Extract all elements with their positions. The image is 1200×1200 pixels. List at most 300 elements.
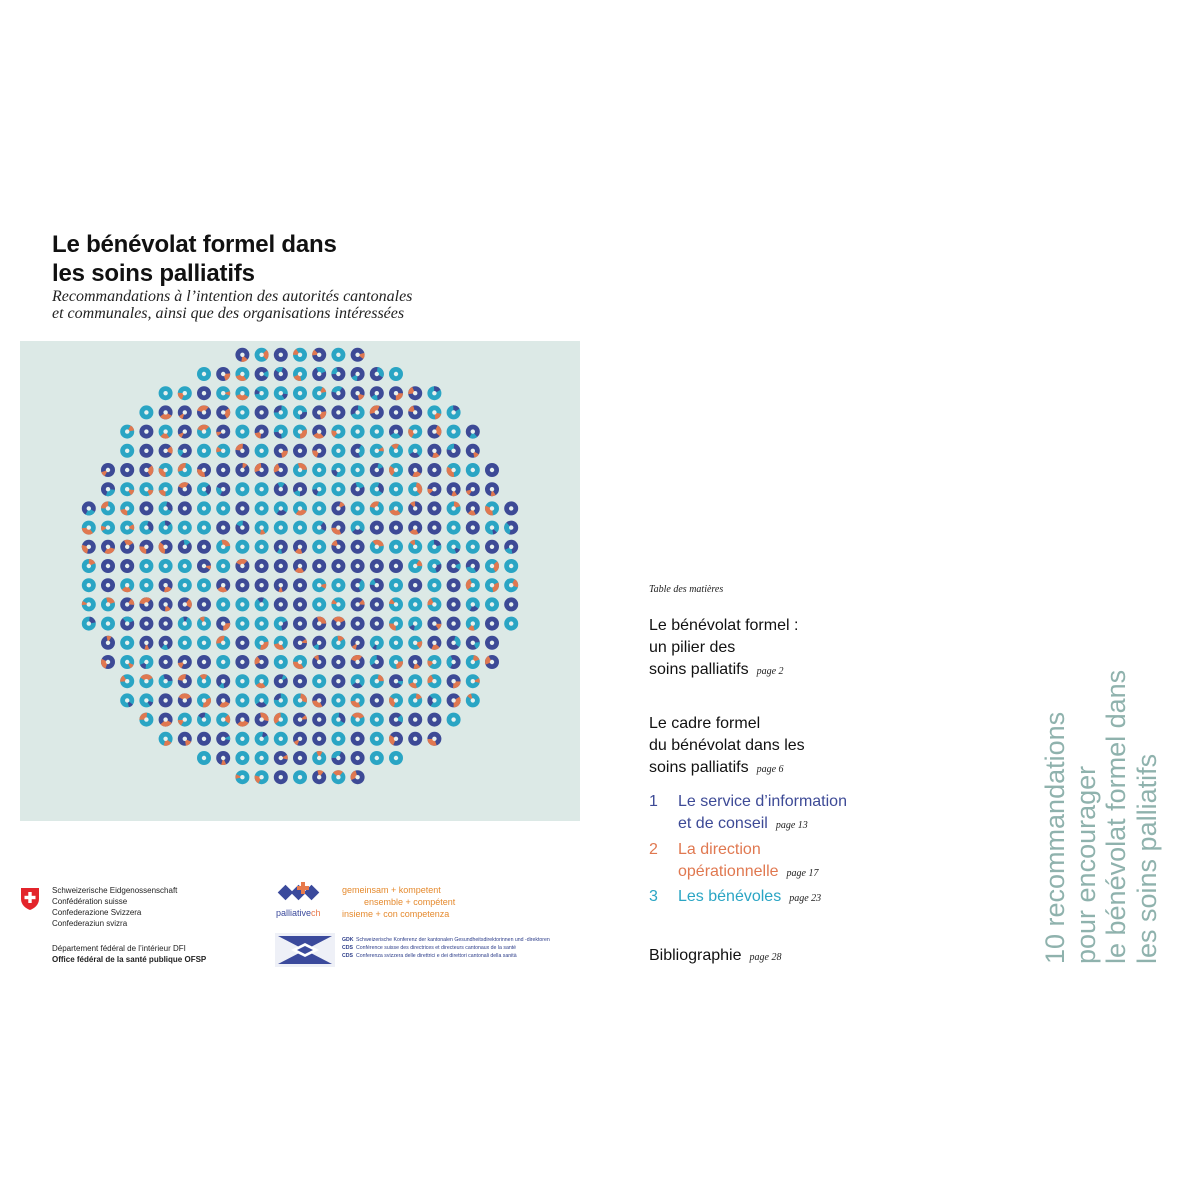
- dot: [408, 693, 422, 707]
- dot: [351, 597, 365, 611]
- dot: [351, 655, 365, 669]
- dot: [466, 559, 480, 573]
- dot: [235, 559, 249, 573]
- dot: [293, 732, 307, 746]
- recommendation-number: 3: [649, 888, 658, 905]
- dot: [427, 482, 441, 496]
- dot: [389, 386, 403, 400]
- dot: [427, 540, 441, 554]
- dot: [408, 732, 422, 746]
- dot: [331, 425, 345, 439]
- dot: [466, 617, 480, 631]
- dot: [274, 732, 288, 746]
- dot: [351, 405, 365, 419]
- dot: [331, 348, 345, 362]
- dot: [159, 482, 173, 496]
- dot: [331, 444, 345, 458]
- dot: [370, 693, 384, 707]
- dot: [139, 425, 153, 439]
- dot: [351, 386, 365, 400]
- dot: [389, 751, 403, 765]
- dot: [101, 540, 115, 554]
- dot: [255, 693, 269, 707]
- dot: [370, 444, 384, 458]
- dot: [235, 501, 249, 515]
- dot: [504, 559, 518, 573]
- federal-department: [52, 943, 206, 965]
- dot: [274, 482, 288, 496]
- dot: [139, 463, 153, 477]
- dot: [216, 405, 230, 419]
- dot: [370, 617, 384, 631]
- dot: [197, 463, 211, 477]
- dot: [159, 693, 173, 707]
- dot: [427, 425, 441, 439]
- dot: [485, 559, 499, 573]
- dot: [466, 597, 480, 611]
- dot: [120, 693, 134, 707]
- dot: [389, 674, 403, 688]
- dot: [447, 713, 461, 727]
- dot-pattern-illustration: [20, 341, 580, 821]
- dot: [312, 751, 326, 765]
- dot: [293, 348, 307, 362]
- dot: [504, 617, 518, 631]
- dot: [197, 386, 211, 400]
- dot: [139, 405, 153, 419]
- dot: [485, 521, 499, 535]
- dot: [255, 559, 269, 573]
- dot: [235, 444, 249, 458]
- dot: [351, 732, 365, 746]
- dot: [178, 444, 192, 458]
- dot: [485, 463, 499, 477]
- dot: [370, 751, 384, 765]
- dot: [255, 463, 269, 477]
- vertical-title-line-4: les soins palliatifs: [1131, 753, 1162, 964]
- dot: [466, 425, 480, 439]
- dot: [216, 597, 230, 611]
- dot: [331, 559, 345, 573]
- dot: [235, 348, 249, 362]
- dot: [235, 617, 249, 631]
- dot: [139, 444, 153, 458]
- dot: [235, 425, 249, 439]
- dot: [351, 501, 365, 515]
- dot: [197, 521, 211, 535]
- dot: [408, 386, 422, 400]
- dot: [293, 674, 307, 688]
- dot: [293, 405, 307, 419]
- dot: [312, 386, 326, 400]
- dot: [82, 501, 96, 515]
- dot: [159, 501, 173, 515]
- dot: [120, 463, 134, 477]
- toc-entry-pillar[interactable]: Le bénévolat formel : un pilier des soins palliatifs page 2: [649, 617, 799, 678]
- dot: [293, 425, 307, 439]
- dot: [216, 693, 230, 707]
- dot: [159, 425, 173, 439]
- dot: [427, 578, 441, 592]
- dot: [331, 578, 345, 592]
- dot: [197, 655, 211, 669]
- dot: [466, 578, 480, 592]
- dot: [466, 463, 480, 477]
- dot: [293, 501, 307, 515]
- dot: [370, 713, 384, 727]
- dot: [139, 655, 153, 669]
- federal-names: [52, 885, 177, 929]
- dot: [235, 674, 249, 688]
- dot: [389, 367, 403, 381]
- dot: [82, 578, 96, 592]
- vertical-title-line-1: 10 recommandations: [1040, 711, 1070, 964]
- dot: [120, 559, 134, 573]
- dot: [274, 578, 288, 592]
- dot: [82, 521, 96, 535]
- dot: [485, 540, 499, 554]
- dot: [331, 540, 345, 554]
- dot: [216, 386, 230, 400]
- dot: [427, 444, 441, 458]
- dot: [216, 732, 230, 746]
- recommendation-number: 1: [649, 793, 658, 810]
- dot: [312, 405, 326, 419]
- dot: [197, 425, 211, 439]
- dot: [159, 444, 173, 458]
- dot: [159, 674, 173, 688]
- dot: [370, 501, 384, 515]
- dot: [197, 444, 211, 458]
- dot: [159, 655, 173, 669]
- dot: [101, 636, 115, 650]
- dot: [312, 425, 326, 439]
- dot: [312, 444, 326, 458]
- dot: [274, 367, 288, 381]
- title-line-2: les soins palliatifs: [52, 260, 255, 287]
- dot: [178, 693, 192, 707]
- dot: [159, 405, 173, 419]
- dot: [504, 597, 518, 611]
- dot: [351, 482, 365, 496]
- dot: [408, 405, 422, 419]
- dot: [139, 693, 153, 707]
- federal-name-de: Schweizerische Eidgenossenschaft: [52, 886, 178, 895]
- dot: [370, 367, 384, 381]
- dot: [408, 463, 422, 477]
- dot: [408, 655, 422, 669]
- dot: [216, 713, 230, 727]
- dot: [427, 559, 441, 573]
- dot: [82, 597, 96, 611]
- dot: [351, 636, 365, 650]
- dot: [370, 463, 384, 477]
- dot: [274, 425, 288, 439]
- federal-name-rm: Confederaziun svizra: [52, 919, 128, 928]
- dot: [235, 655, 249, 669]
- dot: [293, 655, 307, 669]
- dot: [120, 425, 134, 439]
- dot: [370, 636, 384, 650]
- dot: [370, 521, 384, 535]
- dot: [427, 521, 441, 535]
- subtitle-line-1: Recommandations à l’intention des autorités cantonales: [52, 288, 413, 305]
- dot: [274, 444, 288, 458]
- dot: [216, 617, 230, 631]
- slogan-fr: ensemble + compétent: [364, 897, 456, 907]
- dot: [427, 636, 441, 650]
- dot: [274, 597, 288, 611]
- dot: [370, 578, 384, 592]
- palliative-wordmark: [276, 908, 321, 918]
- dot: [255, 636, 269, 650]
- dot: [274, 540, 288, 554]
- dot: [485, 597, 499, 611]
- dot: [255, 425, 269, 439]
- dot: [447, 405, 461, 419]
- dot: [216, 540, 230, 554]
- dot: [447, 636, 461, 650]
- dot: [255, 521, 269, 535]
- dot: [101, 655, 115, 669]
- dot: [139, 501, 153, 515]
- dot: [331, 463, 345, 477]
- dot: [235, 732, 249, 746]
- dot: [370, 425, 384, 439]
- toc-heading: Table des matières: [649, 584, 724, 595]
- dot: [447, 559, 461, 573]
- dot: [351, 463, 365, 477]
- dot: [351, 617, 365, 631]
- recommendation-number: 2: [649, 841, 658, 858]
- dot: [216, 559, 230, 573]
- dot: [331, 693, 345, 707]
- dot: [293, 367, 307, 381]
- page-ref: page 6: [756, 764, 784, 775]
- dot: [274, 655, 288, 669]
- dot: [197, 674, 211, 688]
- dot: [389, 617, 403, 631]
- dot: [120, 636, 134, 650]
- dot: [331, 732, 345, 746]
- toc-entry-framework[interactable]: Le cadre formel du bénévolat dans les soins palliatifs page 6: [649, 715, 805, 776]
- dot: [216, 674, 230, 688]
- dot: [255, 751, 269, 765]
- dot: [447, 425, 461, 439]
- cover-artwork: [20, 341, 580, 821]
- dot: [235, 770, 249, 784]
- dot: [178, 482, 192, 496]
- dot: [159, 636, 173, 650]
- dot: [255, 713, 269, 727]
- dot: [197, 713, 211, 727]
- dot: [408, 482, 422, 496]
- dot: [389, 425, 403, 439]
- dot: [235, 597, 249, 611]
- dot: [466, 444, 480, 458]
- dot: [408, 578, 422, 592]
- dot: [120, 597, 134, 611]
- dot: [274, 617, 288, 631]
- dot: [178, 386, 192, 400]
- dot: [216, 521, 230, 535]
- dot: [216, 425, 230, 439]
- vertical-title: [1040, 670, 1162, 964]
- dot: [427, 386, 441, 400]
- dot: [466, 655, 480, 669]
- dot: [466, 693, 480, 707]
- dot: [408, 501, 422, 515]
- dot: [197, 501, 211, 515]
- department-name: Département fédéral de l’intérieur DFI: [52, 944, 186, 953]
- dot: [293, 482, 307, 496]
- dot: [255, 597, 269, 611]
- dot: [331, 674, 345, 688]
- dot: [389, 578, 403, 592]
- dot: [216, 501, 230, 515]
- dot: [312, 636, 326, 650]
- dot: [427, 693, 441, 707]
- dot: [408, 597, 422, 611]
- dot: [255, 732, 269, 746]
- dot: [274, 386, 288, 400]
- dot: [197, 751, 211, 765]
- dot: [178, 463, 192, 477]
- dot: [197, 540, 211, 554]
- dot: [159, 597, 173, 611]
- dot: [139, 521, 153, 535]
- dot: [466, 501, 480, 515]
- dot: [274, 559, 288, 573]
- toc-entry-bibliography[interactable]: Bibliographie page 28: [649, 947, 782, 964]
- slogan-de: gemeinsam + kompetent: [342, 885, 441, 895]
- dot: [485, 578, 499, 592]
- dot: [101, 559, 115, 573]
- dot: [235, 578, 249, 592]
- title-line-1: Le bénévolat formel dans: [52, 231, 337, 258]
- dot: [139, 482, 153, 496]
- dot: [312, 348, 326, 362]
- dot: [274, 674, 288, 688]
- dot: [274, 770, 288, 784]
- dot: [466, 540, 480, 554]
- dot: [312, 770, 326, 784]
- dot: [351, 540, 365, 554]
- dot: [216, 367, 230, 381]
- dot: [82, 559, 96, 573]
- dot: [197, 693, 211, 707]
- dot: [178, 501, 192, 515]
- dot: [197, 617, 211, 631]
- dot: [120, 655, 134, 669]
- dot: [331, 636, 345, 650]
- dot: [274, 521, 288, 535]
- dot: [159, 386, 173, 400]
- dot: [178, 674, 192, 688]
- dot: [447, 617, 461, 631]
- document-title: [52, 230, 337, 288]
- dot: [255, 578, 269, 592]
- gdk-cds-logo-icon: [275, 933, 335, 967]
- dot: [408, 713, 422, 727]
- dot: [139, 559, 153, 573]
- dot: [466, 521, 480, 535]
- dot: [197, 559, 211, 573]
- dot: [293, 597, 307, 611]
- dot: [178, 521, 192, 535]
- dot: [197, 367, 211, 381]
- dot: [216, 578, 230, 592]
- dot: [274, 751, 288, 765]
- dot: [427, 655, 441, 669]
- dot: [331, 713, 345, 727]
- dot: [351, 578, 365, 592]
- dot: [178, 617, 192, 631]
- dot: [427, 674, 441, 688]
- dot: [235, 463, 249, 477]
- dot: [139, 597, 153, 611]
- dot: [255, 770, 269, 784]
- dot: [351, 713, 365, 727]
- dot: [216, 655, 230, 669]
- dot: [312, 597, 326, 611]
- dot: [370, 655, 384, 669]
- dot: [389, 597, 403, 611]
- dot: [408, 521, 422, 535]
- dot: [101, 501, 115, 515]
- dot: [293, 540, 307, 554]
- dot: [370, 559, 384, 573]
- dot: [447, 655, 461, 669]
- dot: [427, 732, 441, 746]
- dot: [351, 751, 365, 765]
- office-name: Office fédéral de la santé publique OFSP: [52, 955, 207, 964]
- gdk-line-1: GDK Schweizerische Konferenz der kantonalen Gesundheitsdirektorinnen und -direktoren: [342, 937, 550, 943]
- dot: [466, 482, 480, 496]
- dot: [370, 540, 384, 554]
- dot: [139, 540, 153, 554]
- dot: [351, 693, 365, 707]
- dot: [255, 617, 269, 631]
- dot: [274, 405, 288, 419]
- dot: [82, 617, 96, 631]
- dot: [101, 617, 115, 631]
- dot: [408, 559, 422, 573]
- dot: [312, 521, 326, 535]
- dot: [293, 770, 307, 784]
- dot: [504, 501, 518, 515]
- dot: [485, 655, 499, 669]
- dot: [293, 713, 307, 727]
- dot: [389, 482, 403, 496]
- dot: [255, 674, 269, 688]
- dot: [274, 636, 288, 650]
- dot: [197, 578, 211, 592]
- dot: [370, 405, 384, 419]
- dot: [312, 713, 326, 727]
- dot: [389, 521, 403, 535]
- dot: [235, 713, 249, 727]
- dot: [293, 636, 307, 650]
- dot: [466, 674, 480, 688]
- dot: [255, 367, 269, 381]
- dot: [197, 482, 211, 496]
- dot: [82, 540, 96, 554]
- dot: [370, 482, 384, 496]
- dot: [159, 713, 173, 727]
- dot: [255, 348, 269, 362]
- dot: [197, 405, 211, 419]
